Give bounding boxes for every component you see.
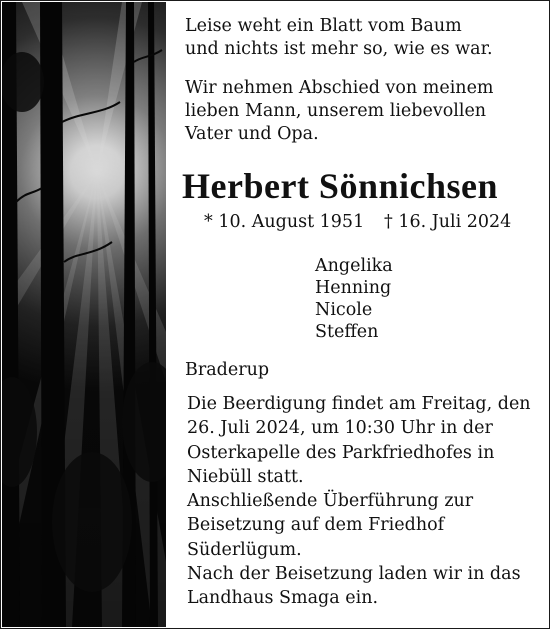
funeral-line: Niebüll statt. <box>187 466 304 487</box>
family-member: Henning <box>315 278 392 298</box>
family-member: Steffen <box>315 322 379 342</box>
place-name: Braderup <box>185 360 270 380</box>
deceased-name: Herbert Sönnichsen <box>182 166 499 206</box>
family-list <box>315 255 393 343</box>
funeral-line: Nach der Beisetzung laden wir in das <box>187 564 521 585</box>
poem-line: und nichts ist mehr so, wie es war. <box>185 39 493 59</box>
farewell-line: Vater und Opa. <box>185 124 319 144</box>
farewell-text <box>185 77 494 146</box>
family-member: Nicole <box>315 300 373 320</box>
funeral-line: Landhaus Smaga ein. <box>187 588 379 609</box>
funeral-line: Beisetzung auf dem Friedhof <box>187 515 445 536</box>
funeral-line: 26. Juli 2024, um 10:30 Uhr in der <box>187 418 493 439</box>
birth-date: * 10. August 1951 <box>204 212 365 232</box>
funeral-line: Anschließende Überführung zur <box>187 491 474 512</box>
funeral-line: Die Beerdigung findet am Freitag, den <box>187 394 531 414</box>
farewell-line: Wir nehmen Abschied von meinem <box>185 78 494 98</box>
poem <box>185 15 493 61</box>
farewell-line: lieben Mann, unserem liebevollen <box>185 101 487 121</box>
funeral-details <box>187 392 531 611</box>
poem-line: Leise weht ein Blatt vom Baum <box>185 16 462 36</box>
funeral-line: Süderlügum. <box>187 539 302 560</box>
death-date: † 16. Juli 2024 <box>384 212 512 232</box>
funeral-line: Osterkapelle des Parkfriedhofes in <box>187 442 495 463</box>
forest-sunbeam-photo <box>2 2 166 627</box>
family-member: Angelika <box>315 256 393 276</box>
